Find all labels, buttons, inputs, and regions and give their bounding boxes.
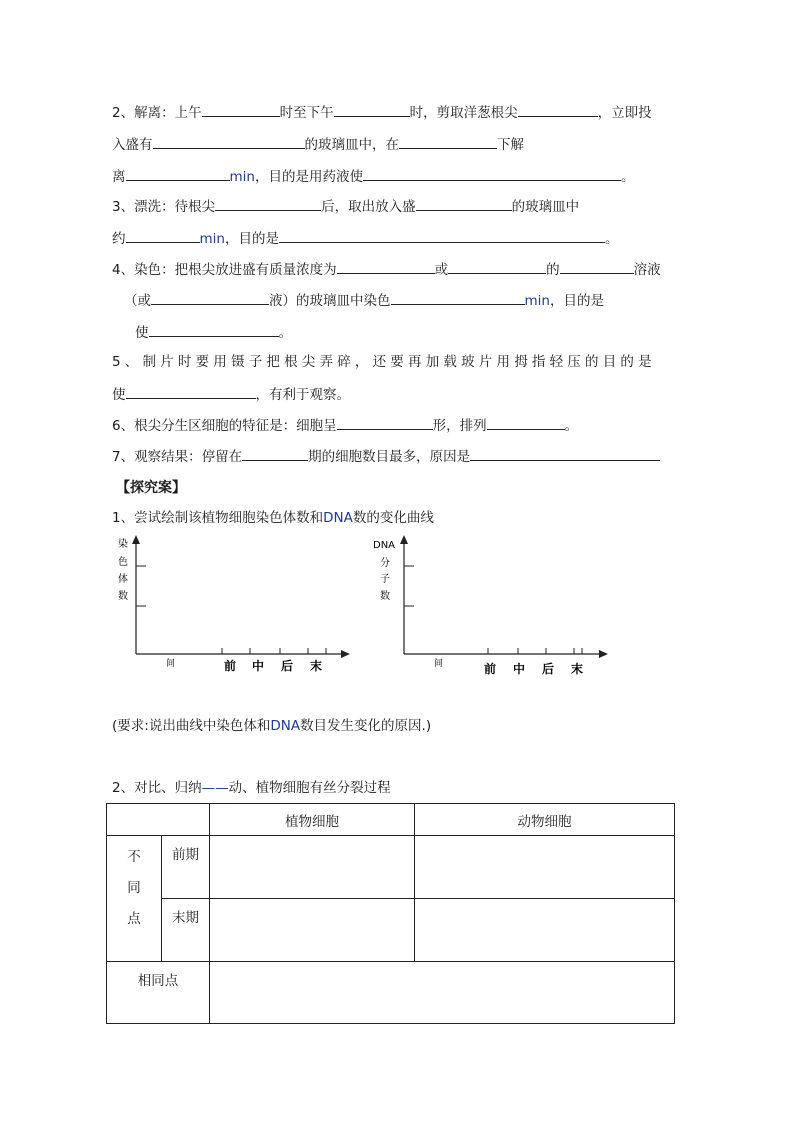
blank[interactable] [416, 197, 512, 211]
blank[interactable] [242, 447, 308, 461]
q6-line [112, 416, 578, 435]
x-label-phase: 末 [310, 659, 323, 673]
blank[interactable] [448, 260, 546, 274]
ylabel-char: 子 [380, 574, 390, 585]
text: 7、观察结果：停留在 [112, 449, 243, 465]
text: 数目发生变化的原因.) [300, 718, 432, 734]
ylabel-dna: DNA [373, 540, 396, 551]
text: 期的细胞数目最多，原因是 [308, 449, 471, 465]
text: (要求:说出曲线中染色体和 [112, 718, 271, 734]
cell-same-points[interactable] [210, 962, 675, 1024]
unit-min: min [229, 169, 255, 185]
text: 2、对比、归纳 [112, 780, 202, 796]
text: 形，排列 [432, 418, 487, 434]
ylabel-char: 分 [380, 558, 390, 569]
unit-min: min [199, 231, 225, 247]
text: ，立即投 [597, 105, 652, 121]
y-axis-arrow [132, 535, 140, 544]
blank[interactable] [337, 416, 433, 430]
x-label-phase: 中 [252, 659, 265, 673]
text: （或 [124, 293, 151, 309]
x-label-phase: 前 [224, 659, 237, 673]
q3-line-1 [112, 197, 579, 216]
cell-animal-prophase[interactable] [415, 836, 675, 899]
q5-line-2 [112, 385, 350, 404]
header-animal: 动物细胞 [415, 804, 675, 836]
dna-label: DNA [323, 510, 353, 526]
blank[interactable] [560, 260, 634, 274]
blank[interactable] [334, 103, 410, 117]
text: 。 [620, 169, 635, 185]
ylabel-char: 染 [118, 539, 128, 550]
text: 时至下午 [279, 105, 334, 121]
text: 3、漂洗：待根尖 [112, 199, 216, 215]
blank[interactable] [518, 103, 598, 117]
row-prophase: 前期 [162, 836, 210, 899]
text: 后，取出放入盛 [321, 199, 416, 215]
blank[interactable] [279, 229, 605, 243]
text: 。 [564, 418, 579, 434]
text: 的 [546, 262, 560, 278]
x-label-interphase: 间 [166, 659, 176, 669]
char: 同 [127, 880, 141, 896]
ylabel-char: 体 [118, 574, 128, 585]
text: ，目的是 [549, 293, 604, 309]
text: 的玻璃皿中，在 [304, 137, 399, 153]
x-label-phase: 中 [513, 662, 526, 676]
blank[interactable] [391, 291, 525, 305]
blank[interactable] [363, 167, 621, 181]
text: 6、根尖分生区细胞的特征是：细胞呈 [112, 418, 337, 434]
text: 约 [112, 231, 126, 247]
text: 使 [112, 387, 126, 403]
dna-label: DNA [270, 718, 301, 734]
q4-line-1 [112, 260, 661, 279]
y-axis-arrow [400, 535, 408, 544]
q4-line-3 [135, 323, 292, 342]
chromosome-chart [100, 530, 370, 680]
blank[interactable] [126, 229, 200, 243]
header-plant: 植物细胞 [210, 804, 415, 836]
text: 数的变化曲线 [352, 510, 434, 526]
text: ，目的是用药液使 [254, 169, 363, 185]
blank[interactable] [151, 291, 269, 305]
header-empty-cell [107, 804, 210, 836]
q4-line-2 [124, 291, 604, 310]
text: 离 [112, 169, 126, 185]
text: 下解 [497, 137, 524, 153]
inquiry-q2 [112, 779, 391, 797]
x-label-phase: 前 [484, 662, 497, 676]
blank[interactable] [202, 103, 280, 117]
char: 点 [127, 911, 141, 927]
dash: —— [201, 780, 229, 796]
x-label-phase: 末 [571, 662, 584, 676]
text: 的玻璃皿中 [511, 199, 580, 215]
x-axis-arrow [341, 650, 350, 658]
blank[interactable] [126, 385, 256, 399]
text: 液）的玻璃皿中染色 [269, 293, 391, 309]
row-telophase: 末期 [162, 899, 210, 962]
blank[interactable] [149, 323, 279, 337]
requirement-note [112, 717, 431, 735]
text: ，目的是 [224, 231, 279, 247]
blank[interactable] [337, 260, 435, 274]
text: 或 [434, 262, 449, 278]
text: 溶液 [633, 262, 661, 278]
ylabel-char: 数 [380, 591, 390, 602]
text: 动、植物细胞有丝分裂过程 [228, 780, 391, 796]
text: 。 [604, 231, 619, 247]
q5-line-1 [112, 353, 656, 371]
q2-line-1 [112, 103, 652, 122]
blank[interactable] [470, 447, 660, 461]
unit-min: min [524, 293, 550, 309]
cell-plant-telophase[interactable] [210, 899, 415, 962]
q7-line [112, 447, 660, 466]
char: 不 [127, 849, 141, 865]
text: 。 [278, 325, 292, 341]
ylabel-char: 色 [118, 557, 128, 568]
q3-line-2 [112, 229, 618, 248]
text: 时，剪取洋葱根尖 [409, 105, 518, 121]
section-heading: 【探究案】 [116, 480, 186, 496]
dna-chart [368, 530, 618, 680]
cell-plant-prophase[interactable] [210, 836, 415, 899]
blank[interactable] [399, 135, 497, 149]
text: 入盛有 [112, 137, 153, 153]
x-label-phase: 后 [281, 659, 294, 673]
text: 使 [135, 325, 149, 341]
text: 5、制片时要用镊子把根尖弄碎，还要再加载玻片用拇指轻压的目的是 [112, 354, 656, 370]
blank[interactable] [126, 167, 230, 181]
text: 1、尝试绘制该植物细胞染色体数和 [112, 510, 324, 526]
cell-animal-telophase[interactable] [415, 899, 675, 962]
text: 4、染色：把根尖放进盛有质量浓度为 [112, 262, 337, 278]
x-axis-arrow [599, 650, 608, 658]
inquiry-q1 [112, 509, 434, 527]
blank[interactable] [487, 416, 565, 430]
q2-line-2 [112, 135, 524, 154]
ylabel-char: 数 [118, 591, 128, 602]
comparison-table [106, 803, 675, 1024]
blank[interactable] [215, 197, 321, 211]
text: ，有利于观察。 [255, 387, 350, 403]
blank[interactable] [153, 135, 305, 149]
different-points-label [107, 836, 162, 962]
q2-line-3 [112, 167, 634, 186]
row-same-points: 相同点 [107, 962, 210, 1024]
x-label-phase: 后 [542, 662, 555, 676]
x-label-interphase: 间 [434, 659, 444, 669]
text: 上午 [174, 105, 202, 121]
q2-number: 2、解离： [112, 105, 175, 121]
